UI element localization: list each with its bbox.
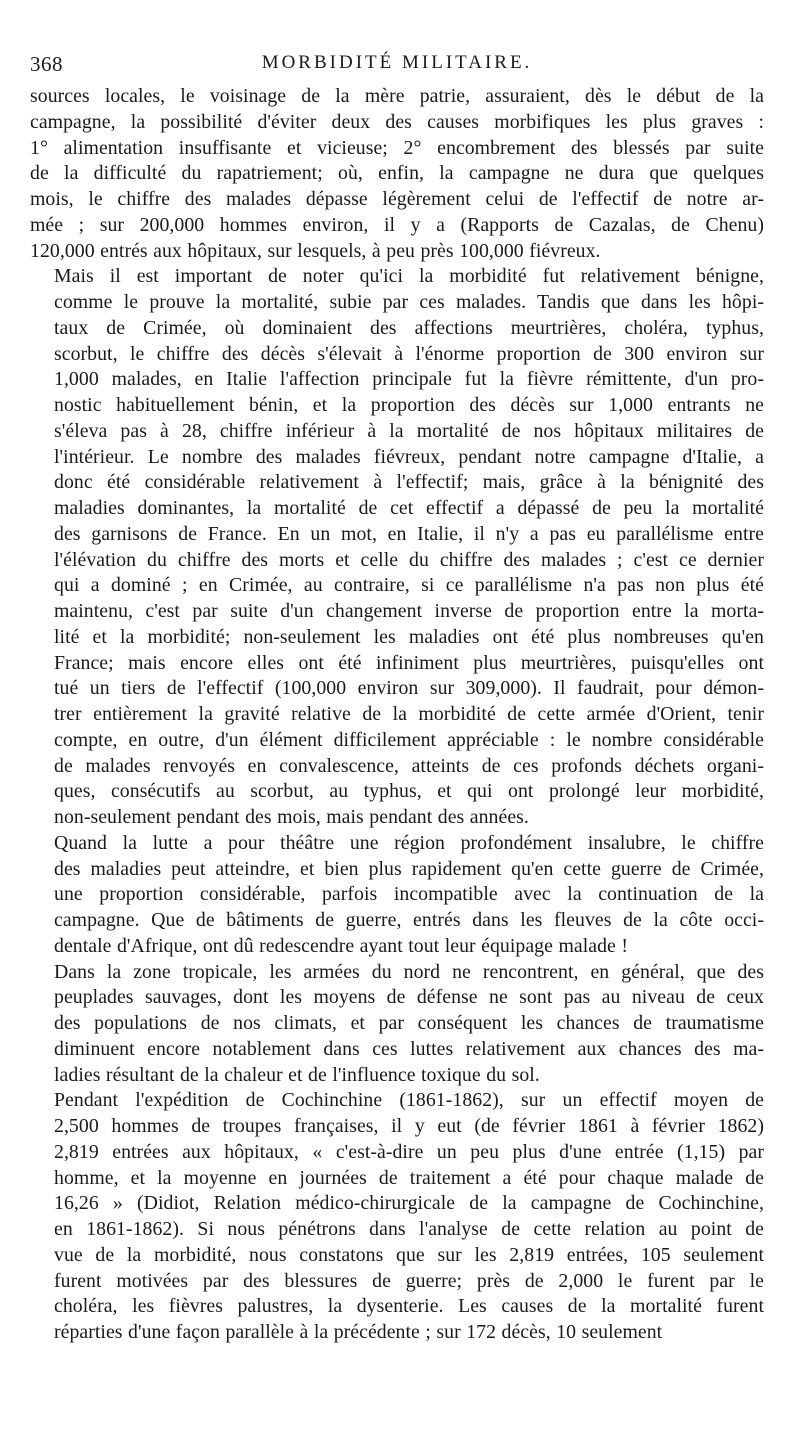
text-line: campagne, la possibilité d'éviter deux des causes morbifiques les plus graves :	[30, 110, 764, 133]
text-line: 2,819 entrées aux hôpitaux, « c'est-à-dire un peu plus d'une entrée (1,15) par	[54, 1140, 764, 1163]
running-title: MORBIDITÉ MILITAIRE.	[261, 52, 533, 73]
text-line: en 1861-1862). Si nous pénétrons dans l'analyse de cette relation au point de	[54, 1218, 764, 1240]
text-line: mois, le chiffre des malades dépasse légèrement celui de l'effectif de notre ar-	[30, 188, 764, 210]
text-line: furent motivées par des blessures de guerre; près de 2,000 le furent par le	[54, 1269, 764, 1292]
text-line: des populations de nos climats, et par conséquent les chances de traumatisme	[54, 1012, 764, 1034]
text-line: mée ; sur 200,000 hommes environ, il y a (Rapports de Cazalas, de Chenu)	[30, 213, 764, 236]
text-line: Dans la zone tropicale, les armées du nord ne rencontrent, en général, que des	[54, 960, 764, 983]
text-line: réparties d'une façon parallèle à la précédente ; sur 172 décès, 10 seulement	[54, 1321, 663, 1343]
paragraph	[30, 84, 764, 264]
paragraph	[30, 264, 764, 831]
text-line: tué un tiers de l'effectif (100,000 environ sur 309,000). Il faudrait, pour démon-	[54, 677, 764, 700]
text-line: choléra, les fièvres palustres, la dysenterie. Les causes de la mortalité furent	[54, 1295, 764, 1318]
text-line: sources locales, le voisinage de la mère patrie, assuraient, dès le début de la	[30, 85, 764, 107]
text-line: 1,000 malades, en Italie l'affection principale fut la fièvre rémittente, d'un pro-	[54, 368, 764, 391]
page-number: 368	[30, 52, 63, 76]
document-page	[30, 44, 764, 1346]
text-line: 120,000 entrés aux hôpitaux, sur lesquels, à peu près 100,000 fiévreux.	[30, 239, 601, 262]
text-line: l'élévation du chiffre des morts et celle du chiffre des malades ; c'est ce dernier	[54, 548, 764, 571]
text-line: ques, consécutifs au scorbut, au typhus, et qui ont prolongé leur morbidité,	[54, 780, 764, 803]
text-line: comme le prouve la mortalité, subie par ces malades. Tandis que dans les hôpi-	[54, 291, 764, 313]
text-line: s'éleva pas à 28, chiffre inférieur à la mortalité de nos hôpitaux militaires de	[54, 419, 764, 442]
text-line: diminuent encore notablement dans ces luttes relativement aux chances des ma-	[54, 1037, 764, 1060]
text-line: donc été considérable relativement à l'effectif; mais, grâce à la bénignité des	[54, 471, 764, 494]
text-line: peuplades sauvages, dont les moyens de défense ne sont pas au niveau de ceux	[54, 986, 764, 1009]
text-line: taux de Crimée, où dominaient des affections meurtrières, choléra, typhus,	[54, 316, 764, 339]
text-line: 2,500 hommes de troupes françaises, il y eut (de février 1861 à février 1862)	[54, 1115, 764, 1137]
text-line: homme, et la moyenne en journées de traitement a été pour chaque malade de	[54, 1166, 764, 1189]
text-line: trer entièrement la gravité relative de la morbidité de cette armée d'Orient, tenir	[54, 703, 764, 725]
paragraph	[30, 831, 764, 960]
text-line: Mais il est important de noter qu'ici la morbidité fut relativement bénigne,	[54, 265, 764, 288]
text-line: France; mais encore elles ont été infiniment plus meurtrières, puisqu'elles ont	[54, 651, 764, 674]
text-line: scorbut, le chiffre des décès s'élevait à l'énorme proportion de 300 environ sur	[54, 342, 764, 365]
text-line: l'intérieur. Le nombre des malades fiévreux, pendant notre campagne d'Italie, a	[54, 445, 764, 468]
text-line: des garnisons de France. En un mot, en Italie, il n'y a pas eu parallélisme entre	[54, 522, 764, 545]
paragraph	[30, 1088, 764, 1346]
text-line: Quand la lutte a pour théâtre une région profondément insalubre, le chiffre	[54, 831, 764, 854]
text-line: maladies dominantes, la mortalité de cet effectif a dépassé de peu la mortalité	[54, 497, 764, 519]
text-line: des maladies peut atteindre, et bien plus rapidement qu'en cette guerre de Crimée,	[54, 857, 764, 880]
paragraph	[30, 960, 764, 1089]
text-line: vue de la morbidité, nous constatons que sur les 2,819 entrées, 105 seulement	[54, 1243, 764, 1266]
body-text	[30, 84, 764, 1346]
text-line: maintenu, c'est par suite d'un changement inverse de proportion entre la morta-	[54, 600, 764, 622]
text-line: qui a dominé ; en Crimée, au contraire, si ce parallélisme n'a pas non plus été	[54, 574, 764, 597]
text-line: de la difficulté du rapatriement; où, enfin, la campagne ne dura que quelques	[30, 162, 764, 185]
text-line: Pendant l'expédition de Cochinchine (1861-1862), sur un effectif moyen de	[54, 1089, 764, 1112]
text-line: nostic habituellement bénin, et la proportion des décès sur 1,000 entrants ne	[54, 394, 764, 416]
text-line: 1° alimentation insuffisante et vicieuse; 2° encombrement des blessés par suite	[30, 136, 764, 159]
text-line: non-seulement pendant des mois, mais pendant des années.	[54, 806, 529, 828]
text-line: campagne. Que de bâtiments de guerre, entrés dans les fleuves de la côte occi-	[54, 909, 764, 931]
text-line: une proportion considérable, parfois incompatible avec la continuation de la	[54, 883, 764, 906]
text-line: dentale d'Afrique, ont dû redescendre ayant tout leur équipage malade !	[54, 934, 628, 957]
text-line: compte, en outre, d'un élément difficilement appréciable : le nombre considérable	[54, 728, 764, 751]
text-line: ladies résultant de la chaleur et de l'influence toxique du sol.	[54, 1063, 540, 1086]
text-line: de malades renvoyés en convalescence, atteints de ces profonds déchets organi-	[54, 754, 764, 777]
text-line: 16,26 » (Didiot, Relation médico-chirurgicale de la campagne de Cochinchine,	[54, 1192, 764, 1215]
text-line: lité et la morbidité; non-seulement les maladies ont été plus nombreuses qu'en	[54, 625, 764, 648]
running-head	[30, 44, 764, 84]
